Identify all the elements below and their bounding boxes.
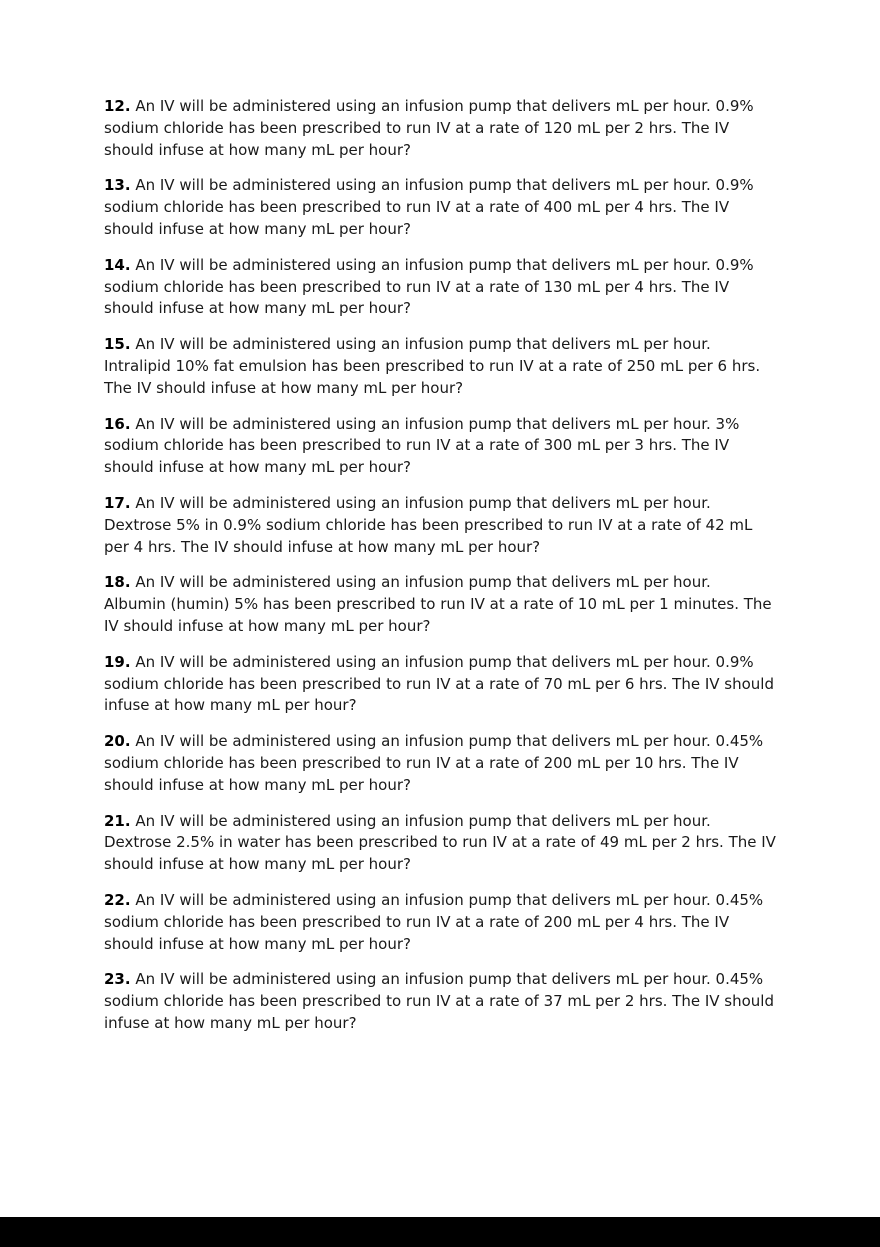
problem-text: An IV will be administered using an infusion pump that delivers mL per hour. 3% sodium chloride has been prescribed to run IV at a rate of 300 mL per 3 hrs. The IV should infuse at how many mL per hour? (104, 414, 740, 477)
problem-item (104, 414, 776, 479)
problem-list (104, 96, 776, 1035)
problem-text: An IV will be administered using an infusion pump that delivers mL per hour. 0.9% sodium chloride has been prescribed to run IV at a rate of 400 mL per 4 hrs. The IV should infuse at how many mL per hour? (104, 176, 754, 238)
bottom-black-bar (0, 1217, 880, 1247)
problem-item (104, 890, 776, 955)
problem-text: An IV will be administered using an infusion pump that delivers mL per hour. 0.45% sodium chloride has been prescribed to run IV at a rate of 200 mL per 10 hrs. The IV should infuse at how many mL per hour? (104, 732, 764, 794)
problem-number: 23. (104, 970, 131, 989)
problem-number: 17. (104, 493, 131, 512)
problem-item (104, 175, 776, 240)
problem-text: An IV will be administered using an infusion pump that delivers mL per hour. 0.9% sodium chloride has been prescribed to run IV at a rate of 130 mL per 4 hrs. The IV should infuse at how many mL per hour? (104, 255, 754, 318)
problem-item (104, 96, 776, 161)
problem-item (104, 255, 776, 320)
problem-item (104, 493, 776, 558)
problem-text: An IV will be administered using an infusion pump that delivers mL per hour. 0.9% sodium chloride has been prescribed to run IV at a rate of 70 mL per 6 hrs. The IV should infuse at how many mL per hour? (104, 652, 774, 715)
problem-text: An IV will be administered using an infusion pump that delivers mL per hour. 0.45% sodium chloride has been prescribed to run IV at a rate of 200 mL per 4 hrs. The IV should infuse at how many mL per hour? (104, 890, 764, 953)
problem-item (104, 572, 776, 637)
problem-number: 18. (104, 573, 131, 592)
problem-number: 12. (104, 97, 131, 115)
problem-text: An IV will be administered using an infusion pump that delivers mL per hour. 0.9% sodium chloride has been prescribed to run IV at a rate of 120 mL per 2 hrs. The IV should infuse at how many mL per hour? (104, 97, 754, 159)
problem-number: 15. (104, 335, 131, 354)
problem-text: An IV will be administered using an infusion pump that delivers mL per hour. Intralipid 10% fat emulsion has been prescribed to run IV at a rate of 250 mL per 6 hrs. The IV should infuse at how many mL per hour? (104, 335, 761, 397)
problem-text: An IV will be administered using an infusion pump that delivers mL per hour. Dextrose 2.5% in water has been prescribed to run IV at a rate of 49 mL per 2 hrs. The IV should infuse at how many mL per hour? (104, 811, 776, 874)
problem-item (104, 969, 776, 1034)
problem-number: 22. (104, 890, 131, 909)
problem-number: 14. (104, 255, 131, 274)
problem-number: 16. (104, 414, 131, 433)
problem-number: 19. (104, 652, 131, 671)
problem-number: 21. (104, 811, 131, 830)
problem-item (104, 652, 776, 717)
problem-text: An IV will be administered using an infusion pump that delivers mL per hour. Dextrose 5% in 0.9% sodium chloride has been prescribed to run IV at a rate of 42 mL per 4 hrs. The IV should infuse at how many mL per hour? (104, 493, 753, 556)
problem-number: 13. (104, 176, 131, 195)
problem-number: 20. (104, 732, 131, 751)
problem-text: An IV will be administered using an infusion pump that delivers mL per hour. 0.45% sodium chloride has been prescribed to run IV at a rate of 37 mL per 2 hrs. The IV should infuse at how many mL per hour? (104, 970, 774, 1032)
problem-item (104, 811, 776, 876)
problem-item (104, 731, 776, 796)
problem-text: An IV will be administered using an infusion pump that delivers mL per hour. Albumin (humin) 5% has been prescribed to run IV at a rate of 10 mL per 1 minutes. The IV should infuse at how many mL per hour? (104, 573, 772, 635)
problem-item (104, 334, 776, 399)
